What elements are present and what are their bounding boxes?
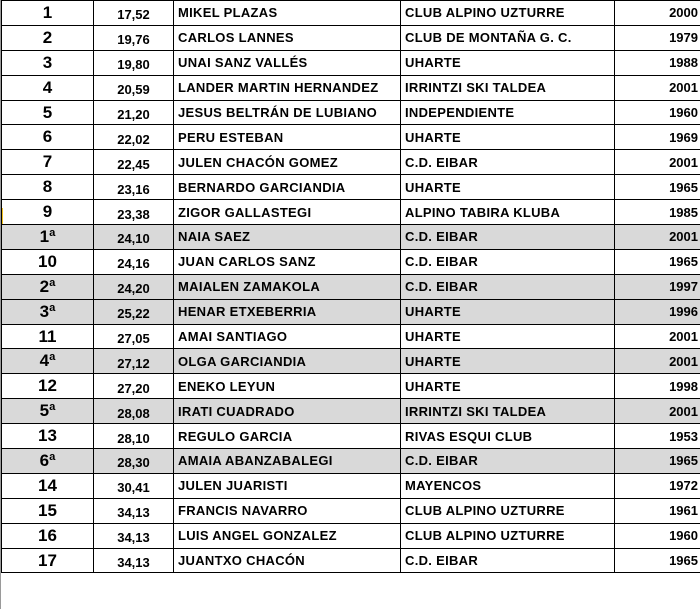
- time-cell: 17,52: [94, 1, 174, 26]
- table-row: [2, 225, 700, 250]
- position-cell: 11: [2, 324, 94, 349]
- birth-year-cell: 1972: [615, 473, 700, 498]
- table-row: [2, 1, 700, 26]
- club-cell: CLUB ALPINO UZTURRE: [401, 523, 615, 548]
- athlete-name-cell: AMAIA ABANZABALEGI: [174, 449, 401, 474]
- club-cell: IRRINTZI SKI TALDEA: [401, 399, 615, 424]
- birth-year-cell: 1965: [615, 548, 700, 573]
- time-cell: 34,13: [94, 498, 174, 523]
- position-cell: 5: [2, 100, 94, 125]
- table-row: [2, 299, 700, 324]
- birth-year-cell: 1965: [615, 449, 700, 474]
- position-cell: 10: [2, 249, 94, 274]
- position-cell: 2: [2, 25, 94, 50]
- position-cell: 6ª: [2, 449, 94, 474]
- position-cell: 4: [2, 75, 94, 100]
- position-cell: 13: [2, 424, 94, 449]
- time-cell: 21,20: [94, 100, 174, 125]
- time-cell: 27,20: [94, 374, 174, 399]
- time-cell: 22,45: [94, 150, 174, 175]
- table-row: [2, 200, 700, 225]
- table-row: [2, 449, 700, 474]
- athlete-name-cell: JUAN CARLOS SANZ: [174, 249, 401, 274]
- birth-year-cell: 1997: [615, 274, 700, 299]
- birth-year-cell: 1998: [615, 374, 700, 399]
- club-cell: C.D. EIBAR: [401, 249, 615, 274]
- time-cell: 23,16: [94, 175, 174, 200]
- athlete-name-cell: LANDER MARTIN HERNANDEZ: [174, 75, 401, 100]
- position-cell: 1: [2, 1, 94, 26]
- club-cell: C.D. EIBAR: [401, 274, 615, 299]
- table-row: [2, 374, 700, 399]
- club-cell: INDEPENDIENTE: [401, 100, 615, 125]
- birth-year-cell: 2001: [615, 324, 700, 349]
- position-cell: 2ª: [2, 274, 94, 299]
- birth-year-cell: 2001: [615, 225, 700, 250]
- birth-year-cell: 1965: [615, 175, 700, 200]
- position-cell: 5ª: [2, 399, 94, 424]
- club-cell: CLUB DE MONTAÑA G. C.: [401, 25, 615, 50]
- table-row: [2, 100, 700, 125]
- athlete-name-cell: ENEKO LEYUN: [174, 374, 401, 399]
- position-cell: 14: [2, 473, 94, 498]
- time-cell: 28,08: [94, 399, 174, 424]
- birth-year-cell: 2000: [615, 1, 700, 26]
- position-cell: 7: [2, 150, 94, 175]
- athlete-name-cell: JULEN CHACÓN GOMEZ: [174, 150, 401, 175]
- athlete-name-cell: JUANTXO CHACÓN: [174, 548, 401, 573]
- table-row: [2, 349, 700, 374]
- club-cell: C.D. EIBAR: [401, 449, 615, 474]
- position-cell: 12: [2, 374, 94, 399]
- birth-year-cell: 1985: [615, 200, 700, 225]
- position-cell: 3ª: [2, 299, 94, 324]
- athlete-name-cell: HENAR ETXEBERRIA: [174, 299, 401, 324]
- club-cell: UHARTE: [401, 50, 615, 75]
- club-cell: UHARTE: [401, 324, 615, 349]
- club-cell: UHARTE: [401, 299, 615, 324]
- club-cell: C.D. EIBAR: [401, 548, 615, 573]
- birth-year-cell: 1960: [615, 100, 700, 125]
- birth-year-cell: 1953: [615, 424, 700, 449]
- table-row: [2, 274, 700, 299]
- club-cell: UHARTE: [401, 125, 615, 150]
- results-table: [1, 0, 700, 573]
- athlete-name-cell: AMAI SANTIAGO: [174, 324, 401, 349]
- table-row: [2, 175, 700, 200]
- birth-year-cell: 1979: [615, 25, 700, 50]
- table-row: [2, 424, 700, 449]
- table-row: [2, 399, 700, 424]
- birth-year-cell: 1961: [615, 498, 700, 523]
- table-row: [2, 249, 700, 274]
- time-cell: 19,76: [94, 25, 174, 50]
- table-row: [2, 75, 700, 100]
- athlete-name-cell: UNAI SANZ VALLÉS: [174, 50, 401, 75]
- birth-year-cell: 2001: [615, 399, 700, 424]
- athlete-name-cell: ZIGOR GALLASTEGI: [174, 200, 401, 225]
- position-cell: 8: [2, 175, 94, 200]
- club-cell: C.D. EIBAR: [401, 150, 615, 175]
- time-cell: 30,41: [94, 473, 174, 498]
- time-cell: 25,22: [94, 299, 174, 324]
- athlete-name-cell: LUIS ANGEL GONZALEZ: [174, 523, 401, 548]
- club-cell: ALPINO TABIRA KLUBA: [401, 200, 615, 225]
- athlete-name-cell: JESUS BELTRÁN DE LUBIANO: [174, 100, 401, 125]
- time-cell: 28,10: [94, 424, 174, 449]
- athlete-name-cell: OLGA GARCIANDIA: [174, 349, 401, 374]
- time-cell: 28,30: [94, 449, 174, 474]
- time-cell: 24,16: [94, 249, 174, 274]
- club-cell: UHARTE: [401, 349, 615, 374]
- club-cell: CLUB ALPINO UZTURRE: [401, 498, 615, 523]
- birth-year-cell: 1960: [615, 523, 700, 548]
- table-row: [2, 324, 700, 349]
- club-cell: CLUB ALPINO UZTURRE: [401, 1, 615, 26]
- athlete-name-cell: MAIALEN ZAMAKOLA: [174, 274, 401, 299]
- position-cell: 9: [2, 200, 94, 225]
- athlete-name-cell: CARLOS LANNES: [174, 25, 401, 50]
- birth-year-cell: 2001: [615, 150, 700, 175]
- birth-year-cell: 1969: [615, 125, 700, 150]
- birth-year-cell: 1988: [615, 50, 700, 75]
- club-cell: UHARTE: [401, 374, 615, 399]
- athlete-name-cell: JULEN JUARISTI: [174, 473, 401, 498]
- club-cell: MAYENCOS: [401, 473, 615, 498]
- table-row: [2, 150, 700, 175]
- time-cell: 27,12: [94, 349, 174, 374]
- position-cell: 17: [2, 548, 94, 573]
- table-row: [2, 50, 700, 75]
- time-cell: 22,02: [94, 125, 174, 150]
- club-cell: RIVAS ESQUI CLUB: [401, 424, 615, 449]
- time-cell: 27,05: [94, 324, 174, 349]
- table-row: [2, 498, 700, 523]
- position-cell: 15: [2, 498, 94, 523]
- table-row: [2, 523, 700, 548]
- time-cell: 19,80: [94, 50, 174, 75]
- athlete-name-cell: NAIA SAEZ: [174, 225, 401, 250]
- time-cell: 23,38: [94, 200, 174, 225]
- birth-year-cell: 2001: [615, 75, 700, 100]
- athlete-name-cell: FRANCIS NAVARRO: [174, 498, 401, 523]
- time-cell: 20,59: [94, 75, 174, 100]
- position-cell: 3: [2, 50, 94, 75]
- athlete-name-cell: PERU ESTEBAN: [174, 125, 401, 150]
- time-cell: 24,10: [94, 225, 174, 250]
- position-cell: 6: [2, 125, 94, 150]
- table-row: [2, 125, 700, 150]
- athlete-name-cell: REGULO GARCIA: [174, 424, 401, 449]
- time-cell: 34,13: [94, 548, 174, 573]
- club-cell: C.D. EIBAR: [401, 225, 615, 250]
- birth-year-cell: 1996: [615, 299, 700, 324]
- results-table-body: [2, 1, 700, 573]
- birth-year-cell: 2001: [615, 349, 700, 374]
- table-row: [2, 25, 700, 50]
- time-cell: 34,13: [94, 523, 174, 548]
- position-cell: 1ª: [2, 225, 94, 250]
- athlete-name-cell: BERNARDO GARCIANDIA: [174, 175, 401, 200]
- position-cell: 4ª: [2, 349, 94, 374]
- club-cell: UHARTE: [401, 175, 615, 200]
- athlete-name-cell: IRATI CUADRADO: [174, 399, 401, 424]
- table-row: [2, 548, 700, 573]
- club-cell: IRRINTZI SKI TALDEA: [401, 75, 615, 100]
- athlete-name-cell: MIKEL PLAZAS: [174, 1, 401, 26]
- birth-year-cell: 1965: [615, 249, 700, 274]
- time-cell: 24,20: [94, 274, 174, 299]
- table-row: [2, 473, 700, 498]
- position-cell: 16: [2, 523, 94, 548]
